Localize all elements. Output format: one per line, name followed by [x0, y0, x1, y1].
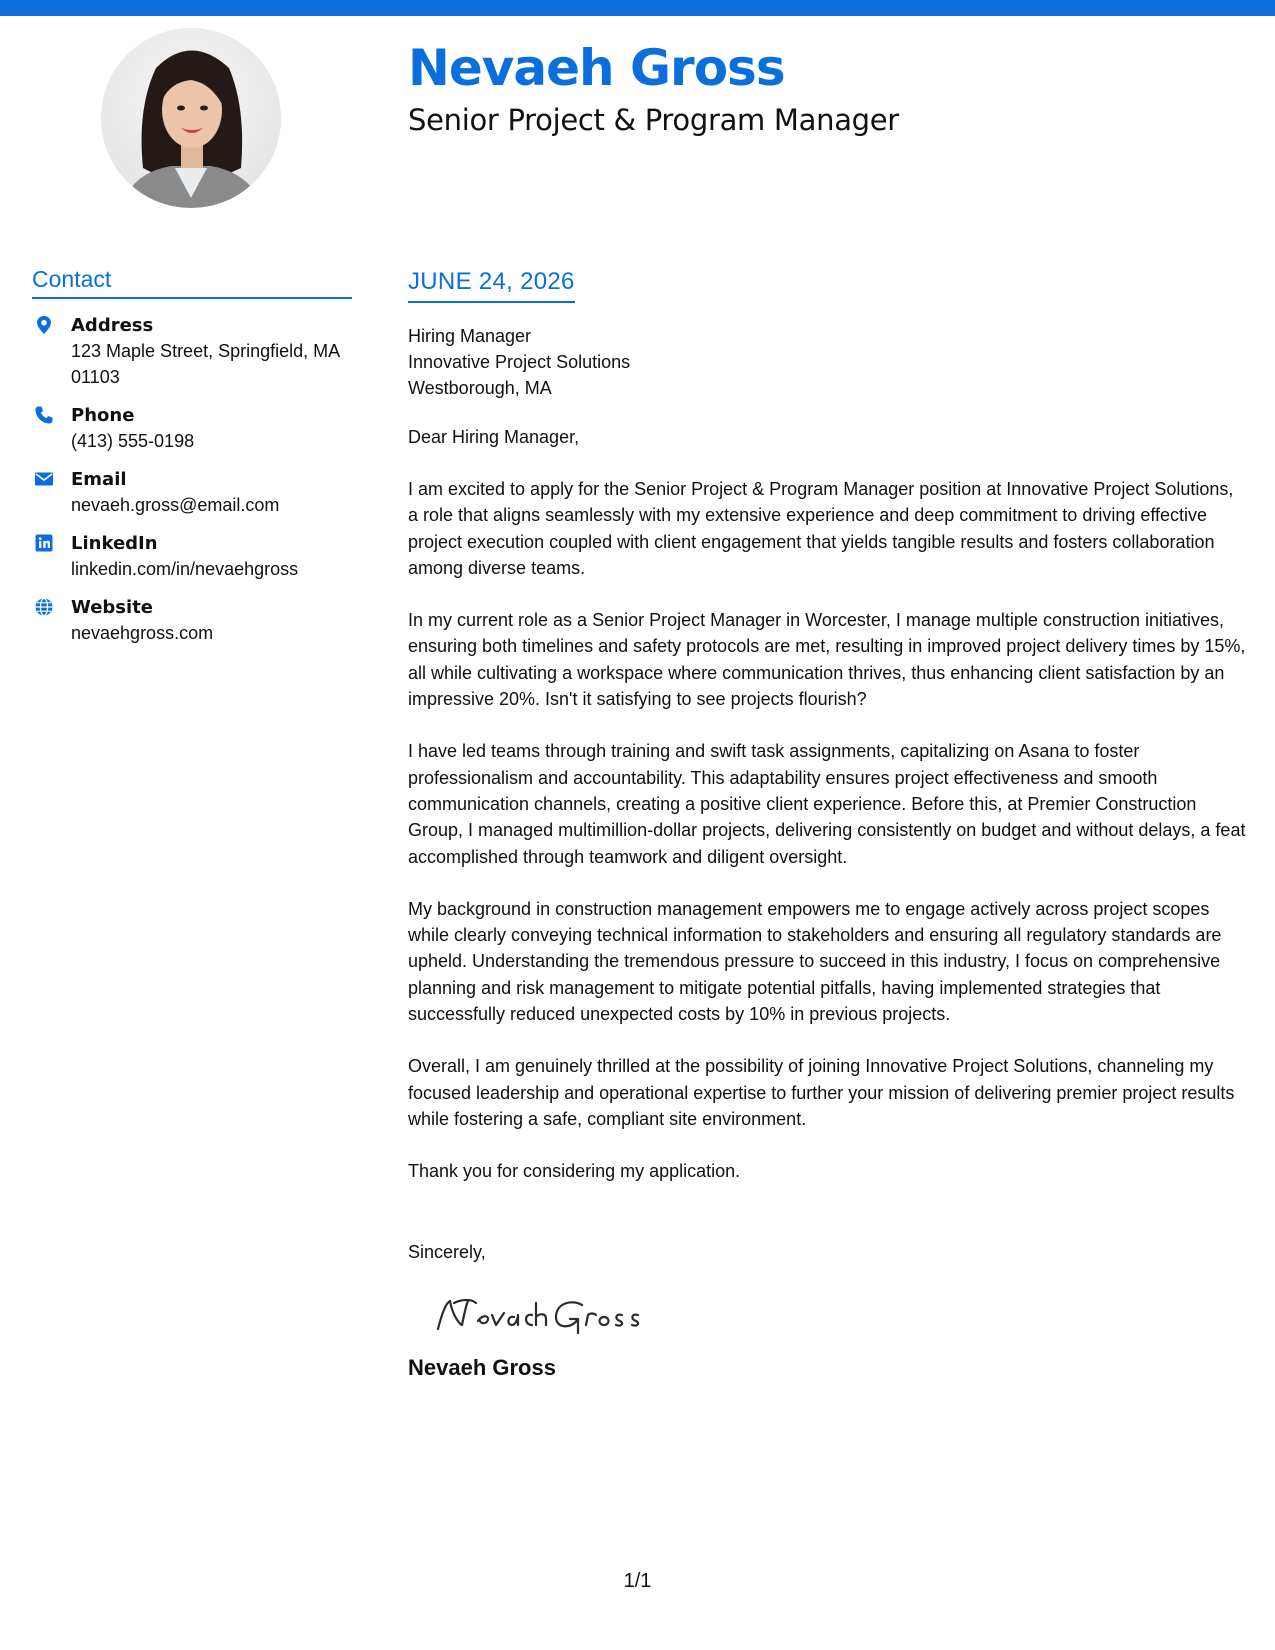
contact-label: LinkedIn	[71, 533, 158, 554]
profile-photo	[101, 28, 281, 208]
contact-value[interactable]: linkedin.com/in/nevaehgross	[71, 559, 299, 579]
letter-paragraph: Thank you for considering my application.	[408, 1161, 741, 1182]
contact-phone	[32, 403, 352, 454]
contact-linkedin	[32, 531, 352, 582]
handwritten-signature	[432, 1293, 642, 1337]
contact-value[interactable]: nevaehgross.com	[71, 623, 214, 643]
letter-body	[408, 268, 1248, 1381]
recipient-line: Westborough, MA	[408, 378, 552, 398]
contact-sidebar	[32, 266, 352, 659]
closing: Sincerely,	[408, 1241, 486, 1262]
phone-icon	[34, 405, 54, 425]
letter-paragraph: I have led teams through training and swift task assignments, capitalizing on Asana to foster professionalism and accountability. This adaptability ensures project effectiveness and smooth communication channels, creating a positive client experience. Before this, at Premier Construction Group, I managed multimillion-dollar projects, delivering consistently on budget and without delays, a feat accomplished through teamwork and diligent oversight.	[408, 741, 1246, 867]
contact-label: Email	[71, 469, 127, 490]
contact-label: Website	[71, 597, 154, 618]
recipient-block	[408, 323, 1248, 401]
signer-name: Nevaeh Gross	[408, 1354, 556, 1380]
page-number: 1/1	[623, 1570, 652, 1592]
contact-label: Phone	[71, 405, 135, 426]
letter-paragraph: Overall, I am genuinely thrilled at the possibility of joining Innovative Project Solutions, channeling my focused leadership and operational expertise to further your mission of delivering premier project results while fostering a safe, compliant site environment.	[408, 1056, 1235, 1129]
contact-heading: Contact	[32, 266, 352, 299]
top-accent-bar	[0, 0, 1275, 16]
email-icon	[34, 469, 54, 489]
linkedin-icon	[34, 533, 54, 553]
letter-paragraph: I am excited to apply for the Senior Project & Program Manager position at Innovative Project Solutions, a role that aligns seamlessly with my extensive experience and deep commitment to driving effective project execution coupled with client engagement that yields tangible results and fosters collaboration among diverse teams.	[408, 479, 1234, 578]
letter-date: JUNE 24, 2026	[408, 268, 575, 303]
contact-website	[32, 595, 352, 646]
contact-label: Address	[71, 315, 154, 336]
contact-value: nevaeh.gross@email.com	[71, 495, 280, 515]
contact-value: 123 Maple Street, Springfield, MA 01103	[71, 341, 340, 387]
location-pin-icon	[34, 315, 54, 335]
globe-icon	[34, 597, 54, 617]
contact-value: (413) 555-0198	[71, 431, 195, 451]
recipient-line: Innovative Project Solutions	[408, 352, 631, 372]
contact-address	[32, 313, 352, 390]
job-title: Senior Project & Program Manager	[408, 103, 899, 137]
contact-email	[32, 467, 352, 518]
recipient-line: Hiring Manager	[408, 326, 532, 346]
applicant-name: Nevaeh Gross	[408, 39, 785, 97]
letter-paragraph: In my current role as a Senior Project Manager in Worcester, I manage multiple construction initiatives, ensuring both timelines and safety protocols are met, resulting in improved project delivery times by 15%, all while cultivating a workspace where communication thrives, thus enhancing client satisfaction by an impressive 20%. Isn't it satisfying to see projects flourish?	[408, 610, 1246, 710]
salutation: Dear Hiring Manager,	[408, 427, 580, 447]
letter-paragraph: My background in construction management empowers me to engage actively across project scopes while clearly conveying technical information to stakeholders and ensuring all regulatory standards are upheld. Understanding the tremendous pressure to succeed in this industry, I focus on comprehensive planning and risk management to mitigate potential pitfalls, having implemented strategies that successfully reduced unexpected costs by 10% in previous projects.	[408, 898, 1222, 1025]
